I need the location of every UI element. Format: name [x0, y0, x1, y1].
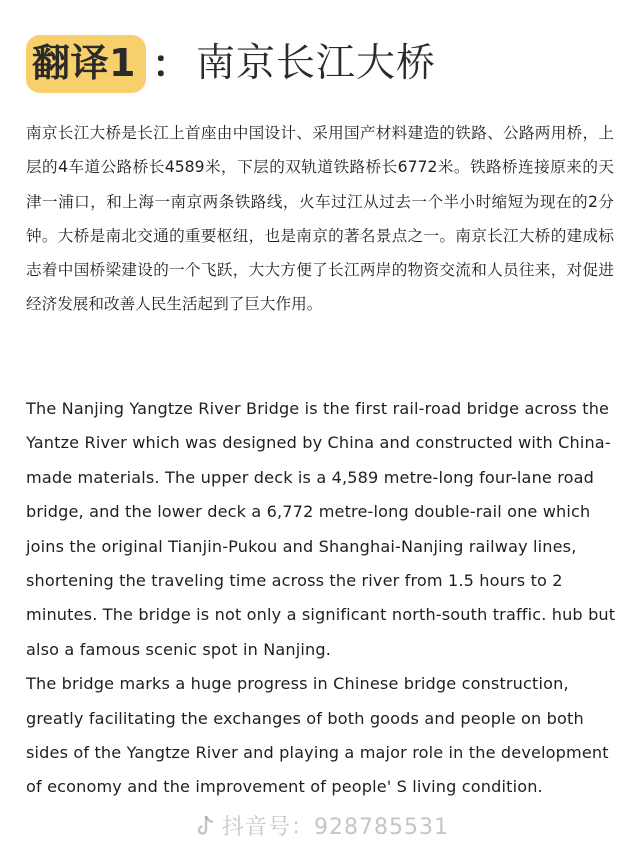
- english-paragraph-1: The Nanjing Yangtze River Bridge is the first rail-road bridge across the Yantze River which was designed by China and constructed with China-made materials. The upper deck is a 4,589 metre-long four-lane road bridge, and the lower deck a 6,772 metre-long double-rail one which joins the original Tianjin-Pukou and Shanghai-Nanjing railway lines, shortening the traveling time across the river from 1.5 hours to 2 minutes. The bridge is not only a significant north-south traffic. hub but also a famous scenic spot in Nanjing.: [26, 399, 616, 659]
- english-paragraph-2: The bridge marks a huge progress in Chinese bridge construction, greatly facilitating the exchanges of both goods and people on both sides of the Yangtze River and playing a major role in the development of economy and the improvement of people' S living condition.: [26, 674, 609, 797]
- title-separator: ：: [151, 42, 190, 86]
- tiktok-logo-icon: [196, 815, 222, 840]
- title-text: 南京长江大桥: [195, 41, 436, 86]
- english-translation: [26, 392, 618, 805]
- watermark-text: 抖音号：928785531: [222, 815, 449, 840]
- watermark: [196, 810, 449, 841]
- page-title: [26, 34, 436, 94]
- chinese-paragraph: 南京长江大桥是长江上首座由中国设计、采用国产材料建造的铁路、公路两用桥，上层的4车道公路桥长4589米，下层的双轨道铁路桥长6772米。铁路桥连接原来的天津一浦口，和上海一南京两条铁路线，火车过江从过去一个半小时缩短为现在的2分钟。大桥是南北交通的重要枢纽，也是南京的著名景点之一。南京长江大桥的建成标志着中国桥梁建设的一个飞跃，大大方便了长江两岸的物资交流和人员往来，对促进经济发展和改善人民生活起到了巨大作用。: [26, 124, 614, 314]
- title-badge: 翻译1: [26, 35, 146, 93]
